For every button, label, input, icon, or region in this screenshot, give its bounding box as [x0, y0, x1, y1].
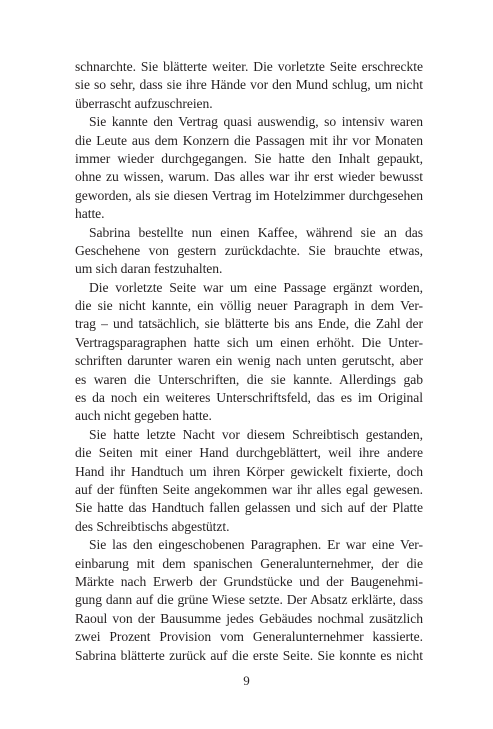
text-line: gung dann auf die grüne Wiese setzte. Der Absatz erklärte, dass: [75, 592, 423, 608]
body-text: [75, 58, 423, 665]
text-line: sie so sehr, dass sie ihre Hände vor den Mund schlug, um nicht: [75, 77, 423, 93]
text-line: schriften darunter waren ein wenig nach unten gerutscht, aber: [75, 353, 423, 369]
text-line: schnarchte. Sie blätterte weiter. Die vorletzte Seite erschreckte: [75, 59, 423, 74]
text-line: geworden, als sie diesen Vertrag im Hotelzimmer durchgesehen: [75, 187, 423, 203]
text-line: um sich daran festzuhalten.: [75, 261, 223, 277]
text-line: auch nicht gegeben hatte.: [75, 408, 212, 424]
text-line: die Seiten mit einer Hand durchgeblättert, weil ihre andere: [75, 445, 423, 461]
text-line: Sie las den eingeschobenen Paragraphen. Er war eine Ver-: [89, 537, 423, 553]
text-line: immer wieder durchgegangen. Sie hatte den Inhalt gepaukt,: [75, 150, 423, 166]
text-line: die Leute aus dem Konzern die Passagen mit ihr vor Monaten: [75, 132, 423, 148]
text-line: Sie hatte das Handtuch fallen gelassen und sich auf der Platte: [75, 500, 423, 516]
text-line: die sie nicht kannte, ein völlig neuer Paragraph in dem Ver-: [75, 298, 423, 314]
text-line: Die vorletzte Seite war um eine Passage ergänzt worden,: [89, 279, 423, 295]
text-line: überrascht aufzuschreien.: [75, 95, 213, 111]
page-number: 9: [243, 673, 250, 688]
text-line: des Schreibtischs abgestützt.: [75, 518, 230, 534]
text-line: Raoul von der Bausumme jedes Gebäudes nochmal zusätzlich: [75, 610, 423, 626]
text-line: auf der fünften Seite angekommen war ihr alles egal gewesen.: [75, 481, 423, 497]
text-line: Sie kannte den Vertrag quasi auswendig, so intensiv waren: [89, 114, 423, 130]
text-line: einbarung mit dem spanischen Generalunternehmer, der die: [75, 555, 423, 571]
text-line: es da noch ein weiteres Unterschriftsfeld, das es im Original: [75, 390, 423, 406]
text-line: zwei Prozent Provision vom Generalunternehmer kassierte.: [75, 629, 423, 645]
text-line: ohne zu wissen, warum. Das alles war ihr erst wieder bewusst: [75, 169, 423, 185]
text-line: Geschehene von gestern zurückdachte. Sie brauchte etwas,: [75, 242, 423, 258]
text-line: Sabrina bestellte nun einen Kaffee, während sie an das: [89, 224, 423, 240]
text-line: Märkte nach Erwerb der Grundstücke und der Baugenehmi-: [75, 573, 423, 589]
text-line: trag – und tatsächlich, sie blätterte bis ans Ende, die Zahl der: [75, 316, 423, 332]
text-line: Hand ihr Handtuch um ihren Körper gewickelt fixierte, doch: [75, 463, 423, 479]
text-line: hatte.: [75, 206, 105, 222]
text-line: Sie hatte letzte Nacht vor diesem Schreibtisch gestanden,: [89, 426, 423, 442]
text-line: Sabrina blätterte zurück auf die erste Seite. Sie konnte es nicht: [75, 647, 423, 663]
text-line: es waren die Unterschriften, die sie kannte. Allerdings gab: [75, 371, 423, 387]
text-line: Vertragsparagraphen hatte sich um einen erhöht. Die Unter-: [75, 334, 423, 350]
